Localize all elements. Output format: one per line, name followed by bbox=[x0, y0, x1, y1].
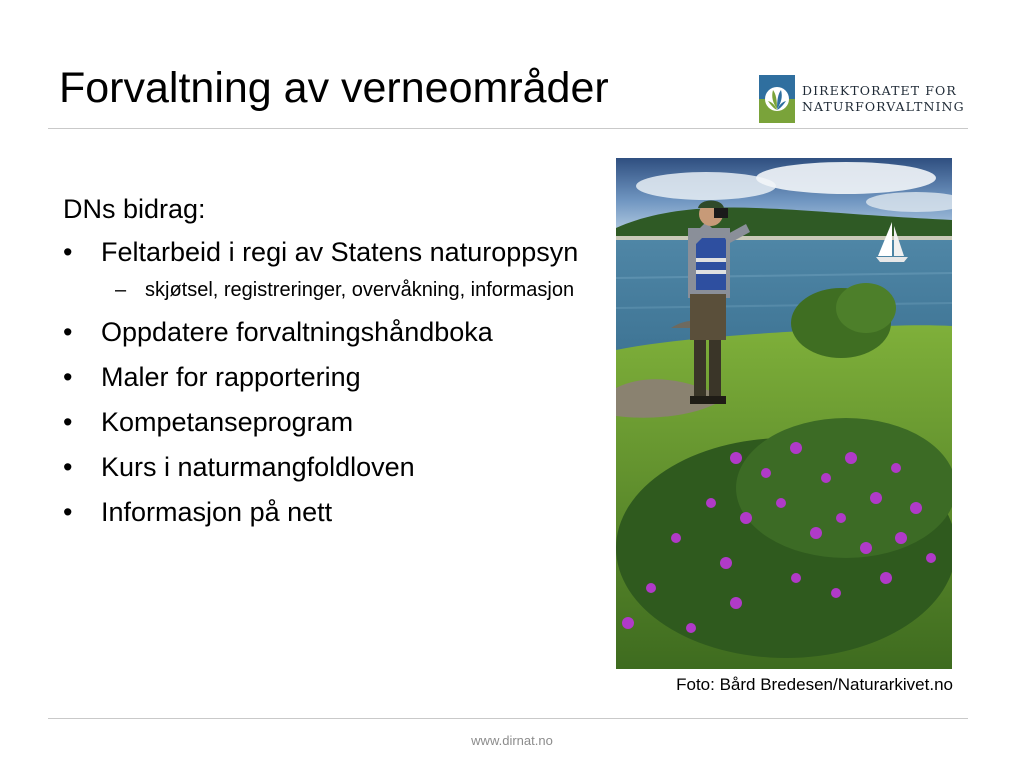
photo-credit: Foto: Bård Bredesen/Naturarkivet.no bbox=[676, 675, 953, 694]
logo-wordmark bbox=[802, 83, 965, 115]
bullet-list bbox=[63, 234, 603, 530]
slide-body bbox=[63, 192, 603, 539]
sub-bullet-list bbox=[101, 276, 603, 305]
bullet-item: • Informasjon på nett bbox=[63, 494, 603, 530]
logo-line-1: DIREKTORATET FOR bbox=[802, 83, 957, 98]
bullet-item bbox=[63, 234, 603, 305]
organization-logo bbox=[759, 75, 969, 123]
field-ranger-photo bbox=[616, 158, 952, 669]
bullet-item: • Maler for rapportering bbox=[63, 359, 603, 395]
logo-line-2: NATURFORVALTNING bbox=[802, 99, 965, 114]
bullet-item: • Kurs i naturmangfoldloven bbox=[63, 449, 603, 485]
bullet-item: • Oppdatere forvaltningshåndboka bbox=[63, 314, 603, 350]
footer-divider bbox=[48, 718, 968, 719]
bullet-item: • Kompetanseprogram bbox=[63, 404, 603, 440]
slide-title: Forvaltning av verneområder bbox=[59, 64, 609, 112]
footer-url: www.dirnat.no bbox=[471, 733, 553, 748]
body-lead: DNs bidrag: bbox=[63, 194, 206, 224]
bullet-text: Feltarbeid i regi av Statens naturoppsyn bbox=[101, 237, 579, 267]
header-divider bbox=[48, 128, 968, 129]
leaf-emblem-icon bbox=[759, 75, 795, 123]
sub-bullet-item: – skjøtsel, registreringer, overvåkning, informasjon bbox=[101, 276, 603, 305]
